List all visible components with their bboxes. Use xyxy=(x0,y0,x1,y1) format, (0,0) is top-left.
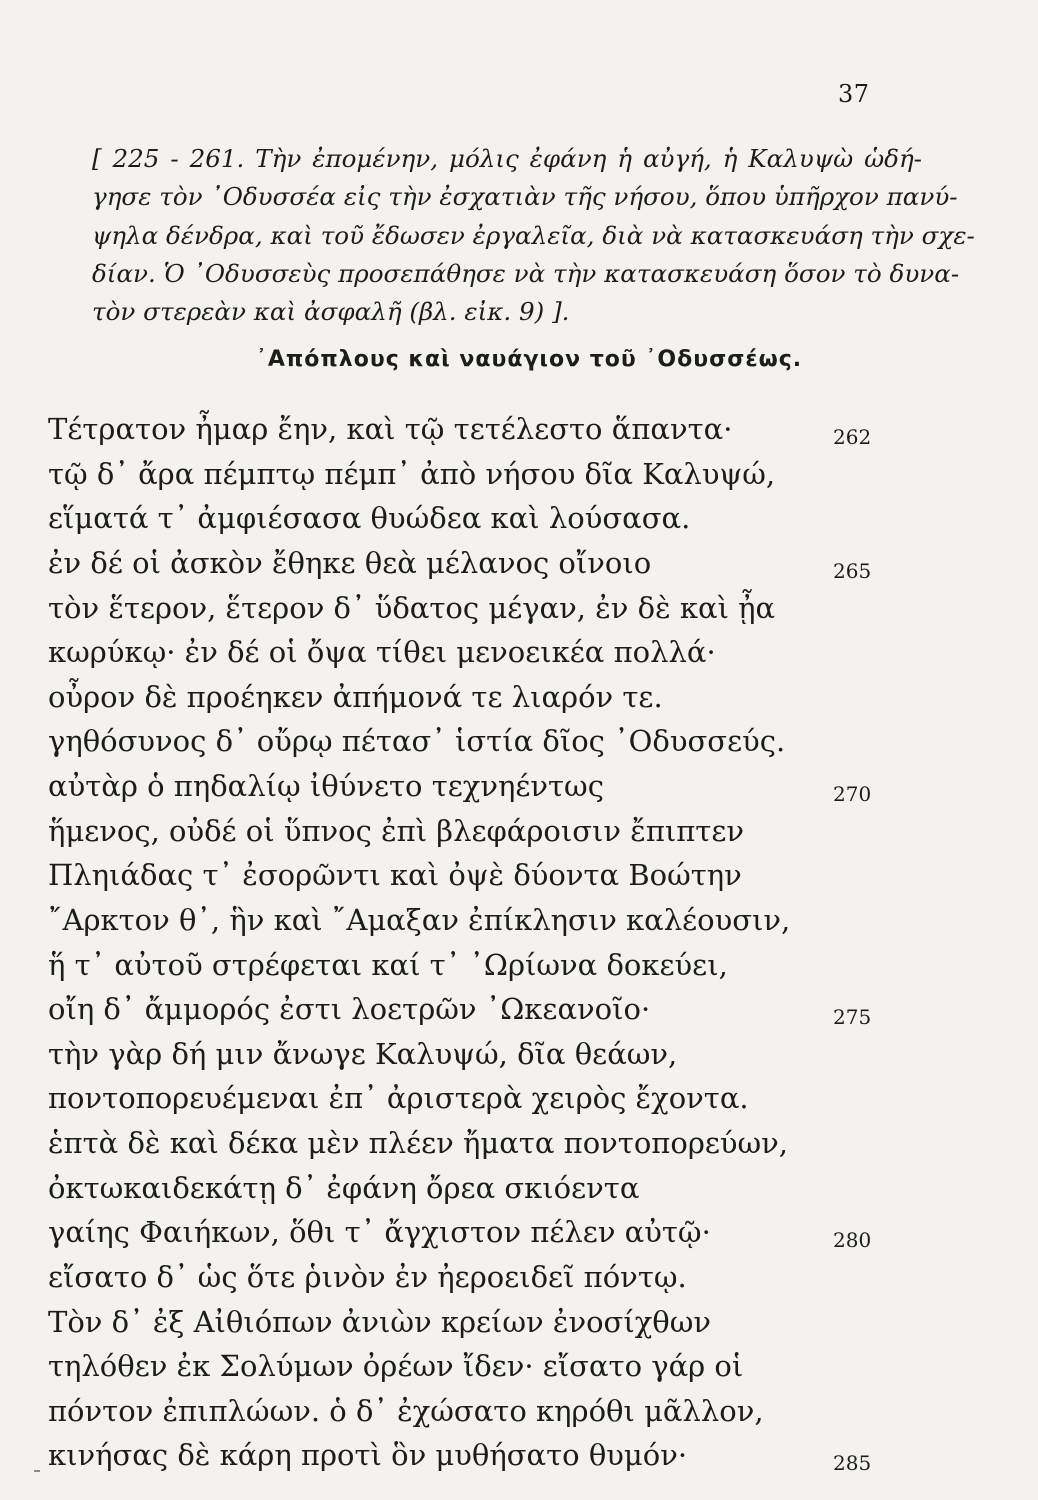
verse-text: Τὸν δ᾿ ἐξ Αἰθιόπων ἀνιὼν κρείων ἐνοσίχθων xyxy=(48,1304,712,1339)
verse-text: πόντον ἐπιπλώων. ὁ δ᾿ ἐχώσατο κηρόθι μᾶλλον, xyxy=(48,1393,764,1428)
summary-line: τὸν στερεὰν καὶ ἀσφαλῆ (βλ. εἰκ. 9) ]. xyxy=(92,297,570,327)
verse-line xyxy=(48,1121,948,1166)
verse-number: 285 xyxy=(833,1451,872,1476)
verse-text: ποντοπορευέμεναι ἐπ᾿ ἀριστερὰ χειρὸς ἔχοντα. xyxy=(48,1081,749,1116)
verse-line xyxy=(48,943,948,988)
verse-line xyxy=(48,898,948,943)
verse-text: ὀκτωκαιδεκάτῃ δ᾿ ἐφάνη ὄρεα σκιόεντα xyxy=(48,1170,640,1205)
verse-text: αὐτὰρ ὁ πηδαλίῳ ἰθύνετο τεχνηέντως xyxy=(48,769,604,803)
verse-line xyxy=(48,630,948,675)
verse-line xyxy=(48,1300,948,1345)
verse-list xyxy=(48,407,948,1478)
verse-text: ἐν δέ οἱ ἀσκὸν ἔθηκε θεὰ μέλανος οἴνοιο xyxy=(48,545,652,580)
verse-text: ἥ τ᾿ αὐτοῦ στρέφεται καί τ᾿ ᾿Ωρίωνα δοκεύει, xyxy=(48,947,728,982)
page-number: 37 xyxy=(838,80,870,108)
summary-line: γησε τὸν ᾿Οδυσσέα εἰς τὴν ἐσχατιὰν τῆς νήσου, ὅπου ὑπῆρχον πανύ- xyxy=(92,182,958,212)
verse-line xyxy=(48,719,948,764)
verse-text: εἴσατο δ᾿ ὡς ὅτε ῥινὸν ἐν ἠεροειδεῖ πόντῳ. xyxy=(48,1259,687,1294)
verse-text: εἵματά τ᾿ ἀμφιέσασα θυώδεα καὶ λούσασα. xyxy=(48,501,691,536)
verse-text: οἴη δ᾿ ἄμμορός ἐστι λοετρῶν ᾿Ωκεανοῖο· xyxy=(48,992,651,1027)
verse-number: 270 xyxy=(833,782,872,806)
page-mark xyxy=(34,1470,40,1472)
verse-number: 262 xyxy=(833,425,872,449)
verse-text: ῎Αρκτον θ᾿, ἣν καὶ ῎Αμαξαν ἐπίκλησιν καλέουσιν, xyxy=(48,902,791,937)
verse-line xyxy=(48,853,948,898)
verse-line xyxy=(48,1389,948,1434)
verse-line xyxy=(48,496,948,541)
verse-text: Πληιάδας τ᾿ ἐσορῶντι καὶ ὀψὲ δύοντα Βοώτην xyxy=(48,858,742,893)
verse-number: 275 xyxy=(833,1005,872,1030)
verse-text: Τέτρατον ἦμαρ ἔην, καὶ τῷ τετέλεστο ἅπαντα· xyxy=(48,412,733,446)
summary-line: δίαν. Ὁ ᾿Οδυσσεὺς προσεπάθησε νὰ τὴν κατασκευάση ὅσον τὸ δυνα- xyxy=(92,258,960,288)
section-heading: ᾿Απόπλους καὶ ναυάγιον τοῦ ᾿Οδυσσέως. xyxy=(255,347,803,372)
verse-line xyxy=(48,1166,948,1211)
verse-number: 265 xyxy=(833,558,872,583)
verse-line xyxy=(48,407,948,452)
verse-text: γαίης Φαιήκων, ὅθι τ᾿ ἄγχιστον πέλεν αὐτῷ· xyxy=(48,1215,711,1250)
verse-line xyxy=(48,1255,948,1300)
verse-text: κινήσας δὲ κάρη προτὶ ὃν μυθήσατο θυμόν· xyxy=(48,1438,688,1473)
summary-paragraph xyxy=(92,140,975,331)
verse-text: τὴν γὰρ δή μιν ἄνωγε Καλυψώ, δῖα θεάων, xyxy=(48,1036,678,1071)
verse-text: οὖρον δὲ προέηκεν ἀπήμονά τε λιαρόν τε. xyxy=(48,679,663,714)
verse-text: τὸν ἕτερον, ἕτερον δ᾿ ὕδατος μέγαν, ἐν δὲ καὶ ᾖα xyxy=(48,590,776,625)
verse-line xyxy=(48,987,948,1032)
verse-line xyxy=(48,1032,948,1077)
verse-line xyxy=(48,764,948,809)
verse-text: τηλόθεν ἐκ Σολύμων ὀρέων ἴδεν· εἴσατο γάρ οἱ xyxy=(48,1349,744,1384)
verse-text: γηθόσυνος δ᾿ οὔρῳ πέτασ᾿ ἱστία δῖος ᾿Οδυσσεύς. xyxy=(48,724,786,759)
verse-line xyxy=(48,452,948,497)
verse-line xyxy=(48,809,948,854)
verse-line xyxy=(48,1210,948,1255)
verse-text: ἥμενος, οὐδέ οἱ ὕπνος ἐπὶ βλεφάροισιν ἔπιπτεν xyxy=(48,813,744,848)
verse-line xyxy=(48,1433,948,1478)
verse-text: ἑπτὰ δὲ καὶ δέκα μὲν πλέεν ἤματα ποντοπορεύων, xyxy=(48,1126,789,1160)
verse-line xyxy=(48,541,948,586)
verse-number: 280 xyxy=(833,1228,872,1253)
verse-line xyxy=(48,1344,948,1389)
verse-line xyxy=(48,1076,948,1121)
verse-text: τῷ δ᾿ ἄρα πέμπτῳ πέμπ᾿ ἀπὸ νήσου δῖα Καλυψώ, xyxy=(48,456,776,491)
summary-line: [ 225 - 261. Τὴν ἐπομένην, μόλις ἐφάνη ἡ αὐγή, ἡ Καλυψὼ ὡδή- xyxy=(92,144,922,173)
verse-line xyxy=(48,586,948,631)
verse-text: κωρύκῳ· ἐν δέ οἱ ὄψα τίθει μενοεικέα πολλά· xyxy=(48,635,716,670)
summary-line: ψηλα δένδρα, καὶ τοῦ ἔδωσεν ἐργαλεῖα, διὰ νὰ κατασκευάση τὴν σχε- xyxy=(92,220,975,250)
verse-line xyxy=(48,675,948,720)
